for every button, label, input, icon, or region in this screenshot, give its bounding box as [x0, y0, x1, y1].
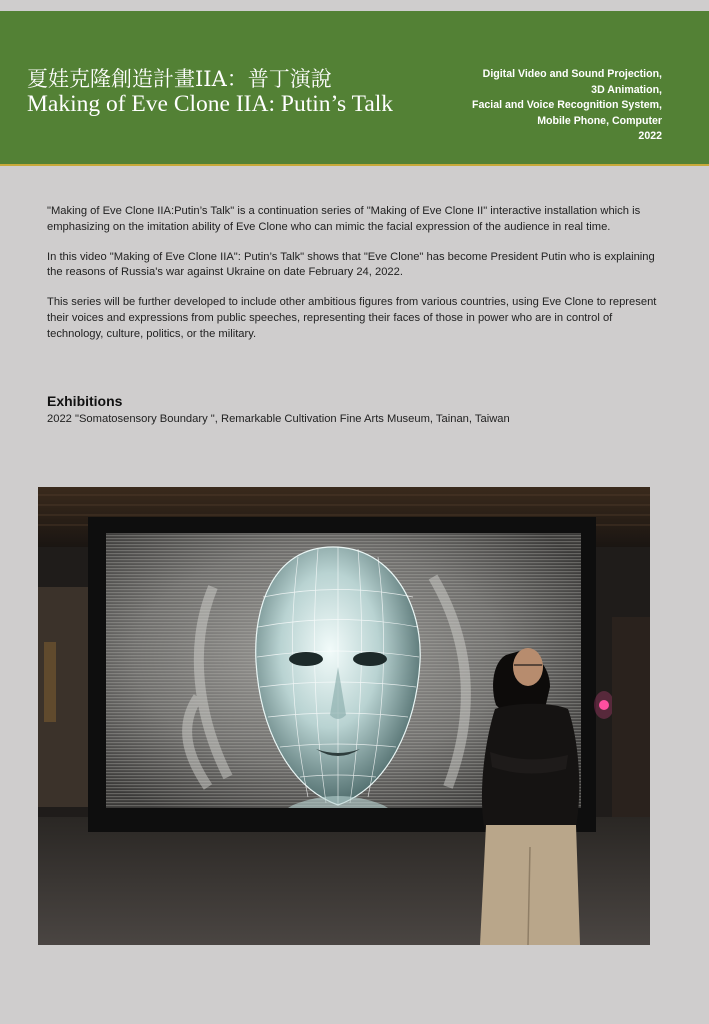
title-english: Making of Eve Clone IIA: Putin’s Talk — [27, 91, 394, 117]
installation-photo — [38, 487, 650, 945]
description-paragraph: "Making of Eve Clone IIA:Putin’s Talk" is a continuation series of "Making of Eve Clone II" interactive installation which is emphasizing on the imitation ability of Eve Clone who can mimic the facial expression of the audience in real time. — [47, 205, 641, 233]
medium-line: 3D Animation, — [591, 83, 662, 96]
description-paragraph: In this video "Making of Eve Clone IIA": Putin’s Talk" shows that "Eve Clone" has become President Putin who is explaining the reasons of Russia's war against Ukraine on date February 24, 2022. — [47, 250, 655, 279]
description — [47, 204, 667, 357]
medium-line: Facial and Voice Recognition System, — [472, 99, 662, 111]
right-wall-panel — [612, 617, 650, 817]
description-paragraph: This series will be further developed to include other ambitious figures from various countries, using Eve Clone to represent their voices and expressions from public speeches, representing their faces of those in power who are in control of technology, culture, politics, or the military. — [47, 296, 657, 340]
medium-year: 2022 — [638, 130, 662, 142]
left-wall-artwork — [44, 642, 56, 722]
exhibition-item: 2022 "Somatosensory Boundary ", Remarkable Cultivation Fine Arts Museum, Tainan, Taiwan — [47, 413, 510, 425]
medium-line: Digital Video and Sound Projection, — [482, 68, 662, 80]
exhibitions-heading: Exhibitions — [47, 393, 123, 409]
installation-photo-illustration — [38, 487, 650, 945]
medium-line: Mobile Phone, Computer — [537, 114, 662, 127]
medium-details — [402, 67, 662, 145]
title-chinese: 夏娃克隆創造計畫IIA：普丁演說 — [27, 67, 332, 91]
title-banner — [0, 11, 709, 166]
